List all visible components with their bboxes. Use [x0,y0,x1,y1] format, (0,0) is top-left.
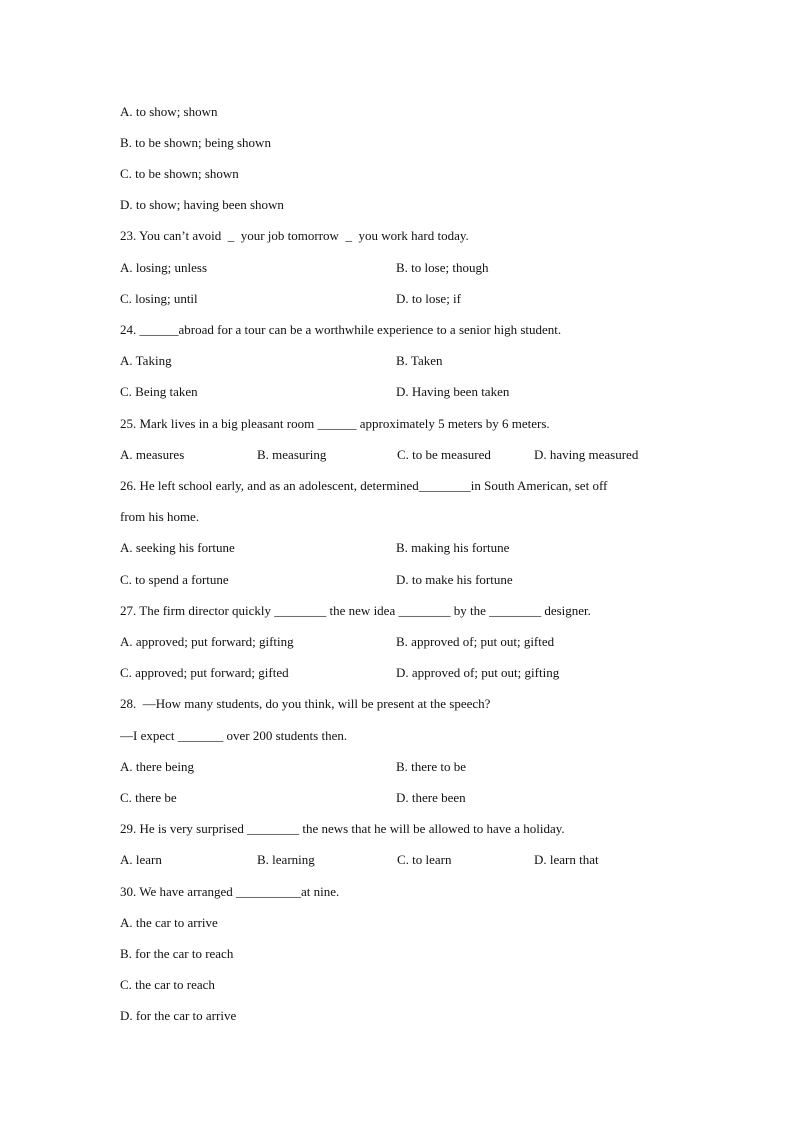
q26-stem-line1: 26. He left school early, and as an adolescent, determined________in South American, set off [120,478,608,493]
q24-option-c: C. Being taken [120,384,198,399]
q27-option-a: A. approved; put forward; gifting [120,634,294,649]
q29-option-c: C. to learn [397,852,452,867]
q28-option-b: B. there to be [396,759,467,774]
q24-option-a: A. Taking [120,353,172,368]
q22-option-a: A. to show; shown [120,104,218,119]
q25-option-b: B. measuring [257,447,327,462]
q24-option-b: B. Taken [396,353,443,368]
q30-option-a: A. the car to arrive [120,915,218,930]
q28-option-c: C. there be [120,790,177,805]
q26-option-c: C. to spend a fortune [120,572,229,587]
q29-option-b: B. learning [257,852,315,867]
q24-option-d: D. Having been taken [396,384,510,399]
q28-option-a: A. there being [120,759,195,774]
q23-stem: 23. You can’t avoid _ your job tomorrow _ you work hard today. [120,228,469,243]
q27-option-c: C. approved; put forward; gifted [120,665,289,680]
q23-option-a: A. losing; unless [120,260,208,275]
q29-stem: 29. He is very surprised ________ the news that he will be allowed to have a holiday. [120,821,565,836]
q28-stem-line1: 28. —How many students, do you think, will be present at the speech? [120,696,491,711]
q30-stem: 30. We have arranged __________at nine. [120,884,340,899]
q22-option-d: D. to show; having been shown [120,197,284,212]
q23-option-b: B. to lose; though [396,260,489,275]
q26-option-b: B. making his fortune [396,540,510,555]
q22-option-c: C. to be shown; shown [120,166,239,181]
q26-option-a: A. seeking his fortune [120,540,235,555]
q23-option-c: C. losing; until [120,291,198,306]
q22-option-b: B. to be shown; being shown [120,135,271,150]
q27-option-b: B. approved of; put out; gifted [396,634,555,649]
q23-option-d: D. to lose; if [396,291,461,306]
q25-option-d: D. having measured [534,447,639,462]
q25-option-a: A. measures [120,447,185,462]
q30-option-d: D. for the car to arrive [120,1008,237,1023]
q30-option-c: C. the car to reach [120,977,215,992]
q28-stem-line2: —I expect _______ over 200 students then. [120,728,348,743]
q26-option-d: D. to make his fortune [396,572,513,587]
q25-stem: 25. Mark lives in a big pleasant room ______ approximately 5 meters by 6 meters. [120,416,550,431]
q25-option-c: C. to be measured [397,447,491,462]
q24-stem: 24. ______abroad for a tour can be a worthwhile experience to a senior high student. [120,322,562,337]
q30-option-b: B. for the car to reach [120,946,234,961]
q29-option-d: D. learn that [534,852,599,867]
q26-stem-line2: from his home. [120,509,200,524]
q29-option-a: A. learn [120,852,162,867]
q27-option-d: D. approved of; put out; gifting [396,665,560,680]
q27-stem: 27. The firm director quickly ________ the new idea ________ by the ________ designer. [120,603,591,618]
q28-option-d: D. there been [396,790,466,805]
